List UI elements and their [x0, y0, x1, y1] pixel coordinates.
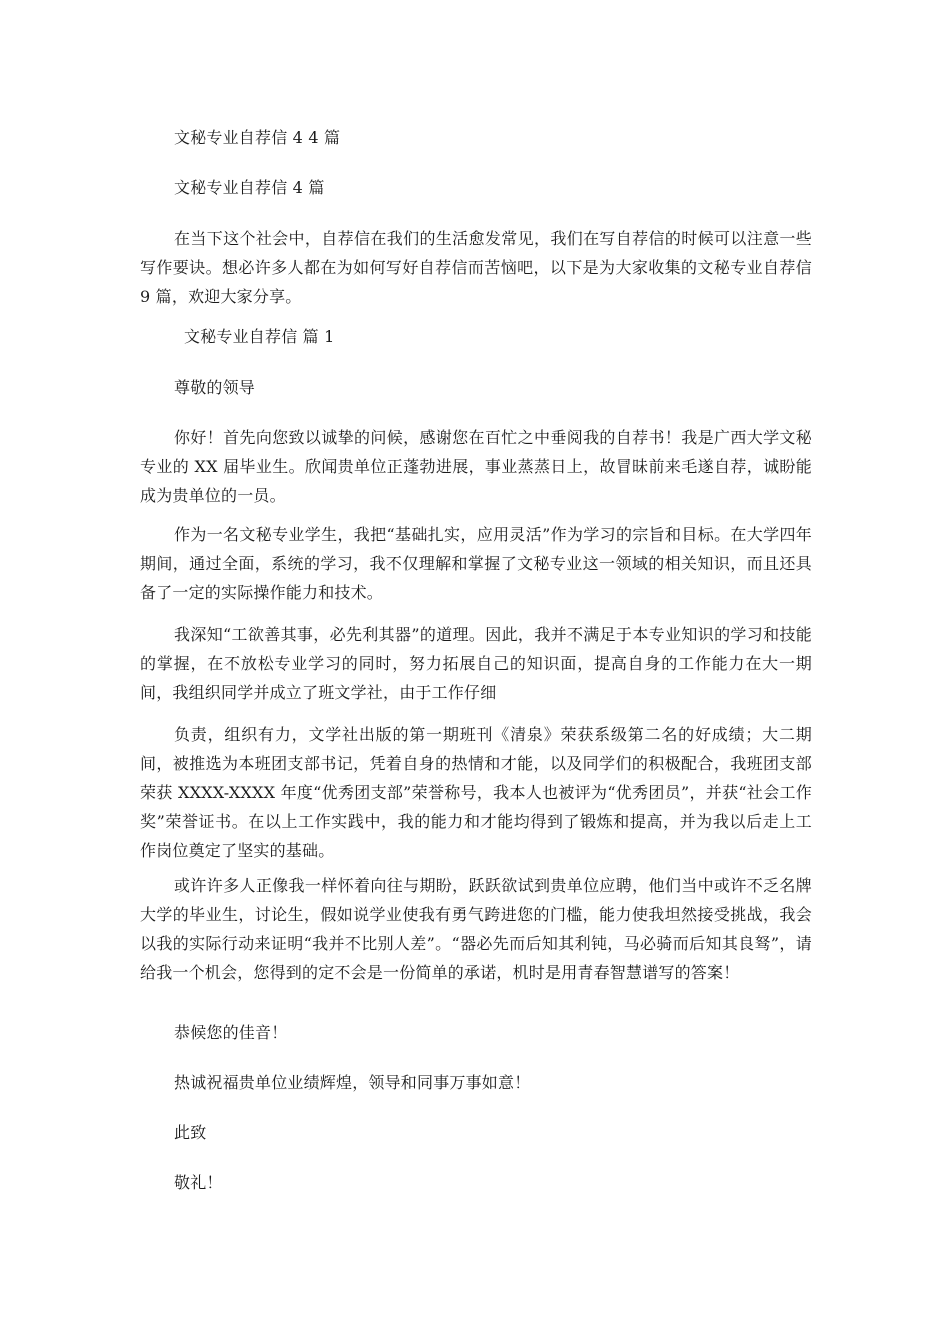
document-title: 文秘专业自荐信 4 4 篇: [174, 128, 341, 147]
closing-line-3: 此致: [174, 1123, 207, 1142]
salutation: 尊敬的领导: [174, 378, 256, 397]
intro-paragraph: 在当下这个社会中，自荐信在我们的生活愈发常见，我们在写自荐信的时候可以注意一些写作要诀。想必许多人都在为如何写好自荐信而苦恼吧，以下是为大家收集的文秘专业自荐信 9 篇，欢迎大家分享。: [140, 229, 812, 306]
closing-line-2: 热诚祝福贵单位业绩辉煌，领导和同事万事如意！: [174, 1073, 531, 1092]
body-paragraph-1: 你好！首先向您致以诚挚的问候，感谢您在百忙之中垂阅我的自荐书！我是广西大学文秘专业的 XX 届毕业生。欣闻贵单位正蓬勃进展，事业蒸蒸日上，故冒昧前来毛遂自荐，诚盼能成为贵单位的一员。: [140, 428, 812, 505]
closing-line-1: 恭候您的佳音！: [174, 1023, 288, 1042]
body-paragraph-4: 负责，组织有力，文学社出版的第一期班刊《清泉》荣获系级第二名的好成绩；大二期间，被推选为本班团支部书记，凭着自身的热情和才能，以及同学们的积极配合，我班团支部荣获 XXXX-XXXX 年度“优秀团支部”荣誉称号，我本人也被评为“优秀团员”，并获“社会工作奖”荣誉证书。在以上工作实践中，我的能力和才能均得到了锻炼和提高，并为我以后走上工作岗位奠定了坚实的基础。: [140, 725, 812, 860]
closing-line-4: 敬礼！: [174, 1173, 223, 1192]
document-subtitle: 文秘专业自荐信 4 篇: [174, 178, 325, 197]
body-paragraph-5: 或许许多人正像我一样怀着向往与期盼，跃跃欲试到贵单位应聘，他们当中或许不乏名牌大学的毕业生，讨论生，假如说学业使我有勇气跨进您的门槛，能力使我坦然接受挑战，我会以我的实际行动来证明“我并不比别人差”。“器必先而后知其利钝，马必骑而后知其良驽”，请给我一个机会，您得到的定不会是一份简单的承诺，机时是用青春智慧谱写的答案！: [140, 876, 812, 982]
body-paragraph-2: 作为一名文秘专业学生，我把“基础扎实，应用灵活”作为学习的宗旨和目标。在大学四年期间，通过全面，系统的学习，我不仅理解和掌握了文秘专业这一领域的相关知识，而且还具备了一定的实际操作能力和技术。: [140, 525, 812, 602]
section-heading: 文秘专业自荐信 篇 1: [184, 327, 335, 346]
body-paragraph-3: 我深知“工欲善其事，必先利其器”的道理。因此，我并不满足于本专业知识的学习和技能的掌握，在不放松专业学习的同时，努力拓展自己的知识面，提高自身的工作能力在大一期间，我组织同学并成立了班文学社，由于工作仔细: [140, 625, 812, 702]
